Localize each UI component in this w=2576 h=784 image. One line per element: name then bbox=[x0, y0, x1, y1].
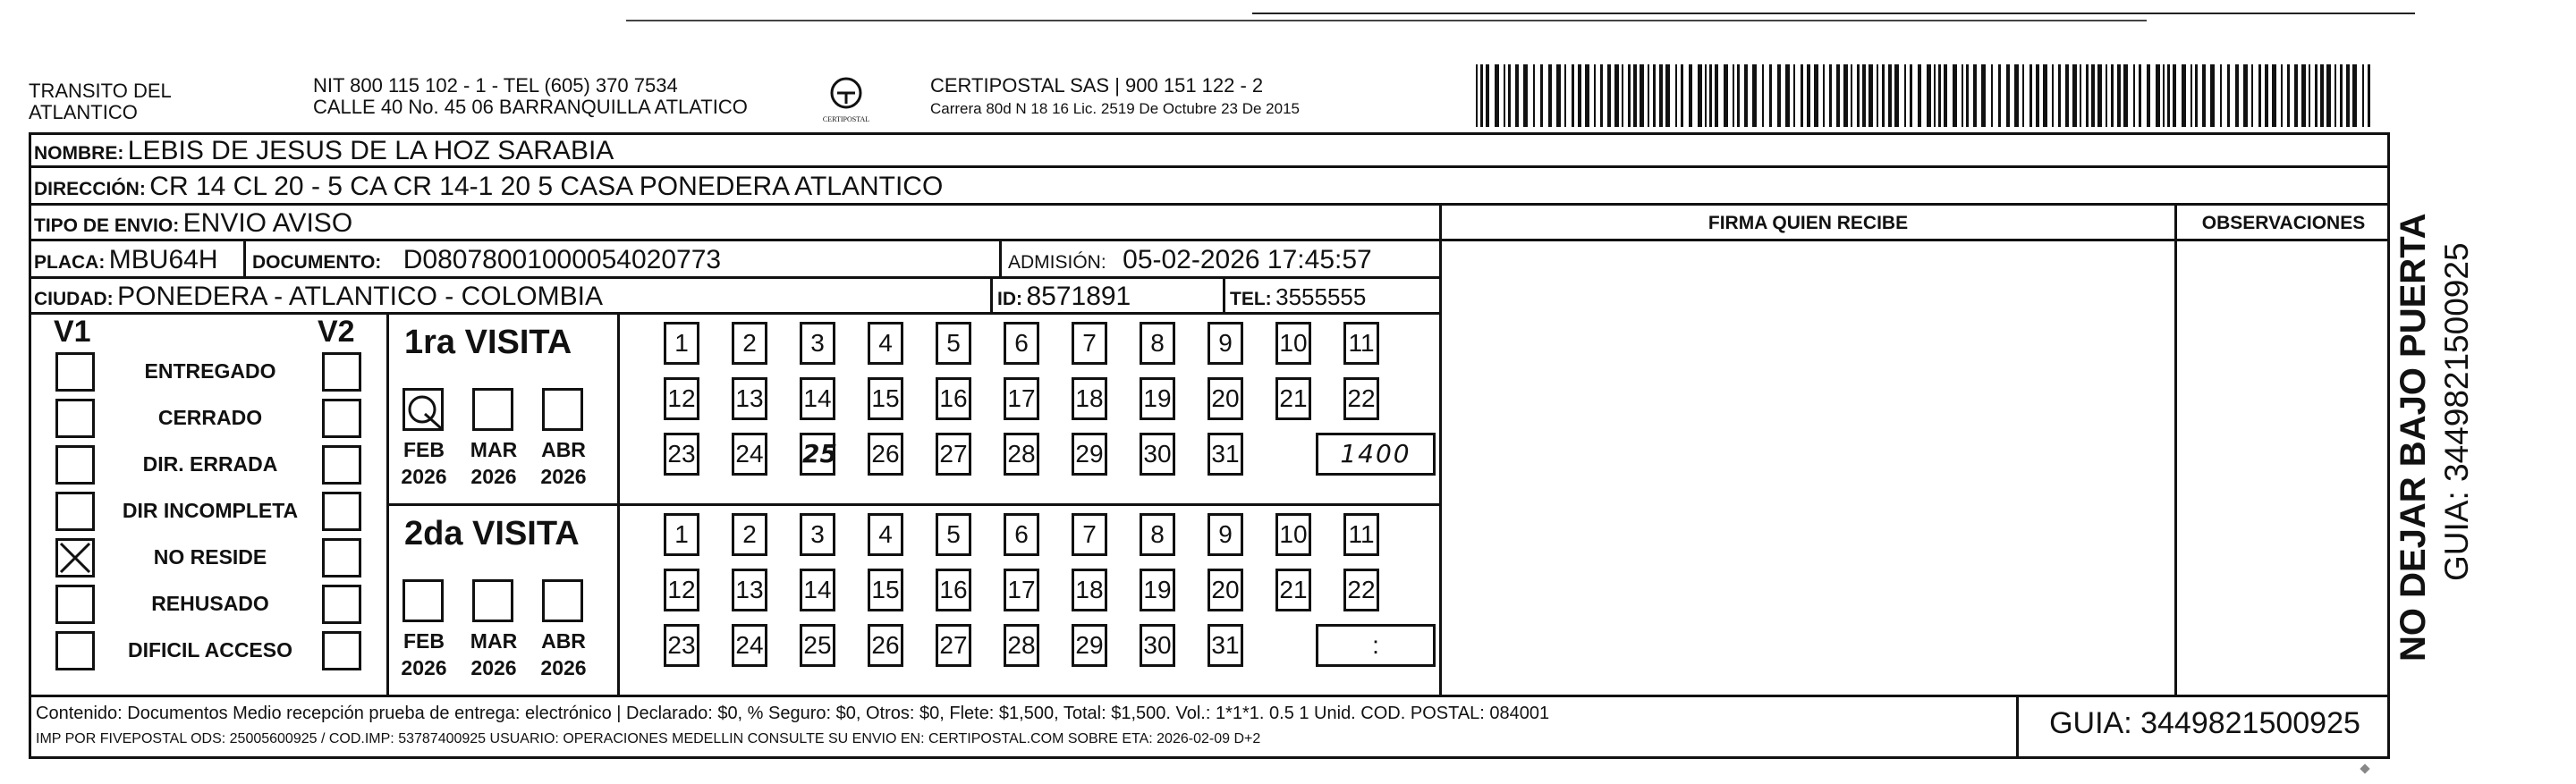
v1-checkbox[interactable] bbox=[55, 585, 95, 624]
issuer-info bbox=[313, 75, 748, 118]
v2-checkbox[interactable] bbox=[322, 492, 361, 531]
month-label: MAR 2026 bbox=[470, 438, 518, 488]
day-box[interactable]: 5 bbox=[936, 322, 971, 365]
day-box[interactable]: 31 bbox=[1208, 624, 1243, 667]
day-box[interactable]: 20 bbox=[1208, 377, 1243, 420]
day-box[interactable]: 3 bbox=[800, 322, 835, 365]
month-checkbox[interactable] bbox=[402, 579, 444, 622]
firma-header: FIRMA QUIEN RECIBE bbox=[1707, 213, 1909, 233]
certipostal-logo: CERTIPOSTAL bbox=[812, 75, 880, 123]
day-box[interactable]: 6 bbox=[1004, 513, 1039, 556]
v1-label: V1 bbox=[54, 315, 91, 349]
shipment-type: ENVIO AVISO bbox=[182, 208, 353, 238]
phone: 3555555 bbox=[1275, 283, 1367, 310]
v1-checkbox[interactable] bbox=[55, 492, 95, 531]
day-box[interactable]: 8 bbox=[1140, 513, 1175, 556]
day-box[interactable]: 28 bbox=[1004, 624, 1039, 667]
day-box[interactable]: 11 bbox=[1343, 322, 1379, 365]
day-box[interactable]: 10 bbox=[1275, 322, 1311, 365]
recipient-address: CR 14 CL 20 - 5 CA CR 14-1 20 5 CASA PONEDERA ATLANTICO bbox=[149, 172, 944, 201]
status-option-label: DIR. ERRADA bbox=[142, 452, 278, 476]
month-label: ABR 2026 bbox=[540, 438, 587, 488]
firma-divider bbox=[1439, 206, 1442, 697]
recipient-id: 8571891 bbox=[1026, 282, 1131, 311]
time-box[interactable]: 1400 bbox=[1316, 433, 1436, 476]
month-label: FEB 2026 bbox=[401, 438, 447, 488]
day-box[interactable]: 16 bbox=[936, 377, 971, 420]
day-box[interactable]: 18 bbox=[1072, 377, 1107, 420]
day-box[interactable]: 15 bbox=[868, 569, 903, 611]
day-box[interactable]: 1 bbox=[664, 322, 699, 365]
day-box[interactable]: 11 bbox=[1343, 513, 1379, 556]
status-option-label: REHUSADO bbox=[151, 592, 269, 615]
carrier-line: CERTIPOSTAL SAS | 900 151 122 - 2 bbox=[930, 74, 1264, 97]
carrier-sub: Carrera 80d N 18 16 Lic. 2519 De Octubre 23 De 2015 bbox=[930, 100, 1300, 117]
day-box[interactable]: 22 bbox=[1343, 569, 1379, 611]
day-box[interactable]: 22 bbox=[1343, 377, 1379, 420]
month-checkbox[interactable] bbox=[472, 579, 513, 622]
status-option-label: NO RESIDE bbox=[153, 545, 267, 569]
day-box[interactable]: 29 bbox=[1072, 433, 1107, 476]
day-box[interactable]: 19 bbox=[1140, 569, 1175, 611]
day-box[interactable]: 9 bbox=[1208, 513, 1243, 556]
top-rule bbox=[1252, 13, 2415, 14]
day-box[interactable]: 21 bbox=[1275, 569, 1311, 611]
day-box[interactable]: 17 bbox=[1004, 569, 1039, 611]
v1-checkbox[interactable] bbox=[55, 352, 95, 392]
day-box[interactable]: 27 bbox=[936, 433, 971, 476]
day-box[interactable]: 13 bbox=[732, 377, 767, 420]
v1-checkbox[interactable] bbox=[55, 399, 95, 438]
day-box[interactable]: 4 bbox=[868, 322, 903, 365]
row-direccion: DIRECCIÓN: CR 14 CL 20 - 5 CA CR 14-1 20 5 CASA PONEDERA ATLANTICO bbox=[29, 168, 2390, 206]
visit-title: 1ra VISITA bbox=[404, 324, 572, 361]
day-box[interactable]: 17 bbox=[1004, 377, 1039, 420]
top-rule-2 bbox=[626, 20, 2147, 21]
side-guia: GUIA: 3449821500925 bbox=[2438, 242, 2475, 581]
month-label: MAR 2026 bbox=[470, 629, 518, 679]
address-line: CALLE 40 No. 45 06 BARRANQUILLA ATLATICO bbox=[313, 96, 748, 118]
day-box[interactable]: 1 bbox=[664, 513, 699, 556]
v2-checkbox[interactable] bbox=[322, 399, 361, 438]
status-option-label: CERRADO bbox=[157, 406, 263, 429]
day-box[interactable]: 4 bbox=[868, 513, 903, 556]
visit-title: 2da VISITA bbox=[404, 515, 580, 552]
v2-checkbox[interactable] bbox=[322, 631, 361, 670]
day-box[interactable]: 28 bbox=[1004, 433, 1039, 476]
day-box[interactable]: 8 bbox=[1140, 322, 1175, 365]
month-checkbox[interactable] bbox=[542, 388, 583, 431]
nit-line: NIT 800 115 102 - 1 - TEL (605) 370 7534 bbox=[313, 74, 678, 97]
month-label: ABR 2026 bbox=[540, 629, 587, 679]
row-nombre: NOMBRE: LEBIS DE JESUS DE LA HOZ SARABIA bbox=[29, 132, 2390, 168]
day-box[interactable]: 6 bbox=[1004, 322, 1039, 365]
status-option-label: DIR INCOMPLETA bbox=[122, 499, 299, 522]
month-checkbox[interactable] bbox=[542, 579, 583, 622]
day-box[interactable]: 15 bbox=[868, 377, 903, 420]
org-name: TRANSITO DEL ATLANTICO bbox=[29, 80, 172, 123]
city: PONEDERA - ATLANTICO - COLOMBIA bbox=[117, 282, 603, 311]
v1-checkbox[interactable] bbox=[55, 538, 95, 577]
check-mark-icon bbox=[405, 391, 443, 430]
plate: MBU64H bbox=[108, 245, 218, 274]
v2-label: V2 bbox=[318, 315, 355, 349]
v1-checkbox[interactable] bbox=[55, 445, 95, 485]
corner-mark bbox=[2360, 763, 2369, 773]
day-box[interactable]: 10 bbox=[1275, 513, 1311, 556]
day-box[interactable]: 30 bbox=[1140, 433, 1175, 476]
observaciones-header: OBSERVACIONES bbox=[2201, 213, 2366, 233]
time-box[interactable]: : bbox=[1316, 624, 1436, 667]
day-box[interactable]: 19 bbox=[1140, 377, 1175, 420]
day-box[interactable]: 27 bbox=[936, 624, 971, 667]
day-box[interactable]: 14 bbox=[800, 377, 835, 420]
obs-divider bbox=[2174, 206, 2177, 697]
month-checkbox[interactable] bbox=[402, 388, 444, 431]
status-option-label: ENTREGADO bbox=[144, 359, 276, 383]
day-box[interactable]: 25 bbox=[800, 433, 835, 476]
month-label: FEB 2026 bbox=[401, 629, 447, 679]
day-box[interactable]: 24 bbox=[732, 433, 767, 476]
row-ciudad: CIUDAD: PONEDERA - ATLANTICO - COLOMBIA ID: 8571891 TEL: 3555555 bbox=[29, 279, 1442, 315]
day-box[interactable]: 13 bbox=[732, 569, 767, 611]
day-box[interactable]: 5 bbox=[936, 513, 971, 556]
day-box[interactable]: 7 bbox=[1072, 513, 1107, 556]
day-box[interactable]: 2 bbox=[732, 513, 767, 556]
day-box[interactable]: 26 bbox=[868, 433, 903, 476]
footer-contenido: Contenido: Documentos Medio recepción prueba de entrega: electrónico | Declarado: $0, % Seguro: $0, Otros: $0, Flete: $1,500, Total: $1,500. Vol.: 1*1*1. 0.5 1 Unid. COD. POSTAL: 084001 bbox=[36, 704, 1550, 723]
day-box[interactable]: 2 bbox=[732, 322, 767, 365]
footer-guia: GUIA: 3449821500925 bbox=[2049, 706, 2360, 740]
barcode bbox=[1476, 64, 2379, 127]
logo-icon bbox=[828, 75, 864, 111]
day-box[interactable]: 7 bbox=[1072, 322, 1107, 365]
v2-checkbox[interactable] bbox=[322, 585, 361, 624]
row-tipo: TIPO DE ENVIO: ENVIO AVISO bbox=[29, 206, 1442, 241]
v2-checkbox[interactable] bbox=[322, 445, 361, 485]
day-box[interactable]: 12 bbox=[664, 377, 699, 420]
v2-checkbox[interactable] bbox=[322, 352, 361, 392]
footer-imp: IMP POR FIVEPOSTAL ODS: 25005600925 / COD.IMP: 53787400925 USUARIO: OPERACIONES MEDELLIN CONSULTE SU ENVIO EN: CERTIPOSTAL.COM SOBRE ETA: 2026-02-09 D+2 bbox=[36, 731, 1261, 746]
day-box[interactable]: 21 bbox=[1275, 377, 1311, 420]
day-box[interactable]: 25 bbox=[800, 624, 835, 667]
day-box[interactable]: 9 bbox=[1208, 322, 1243, 365]
month-checkbox[interactable] bbox=[472, 388, 513, 431]
day-box[interactable]: 3 bbox=[800, 513, 835, 556]
x-mark-icon bbox=[58, 541, 92, 575]
day-box[interactable]: 20 bbox=[1208, 569, 1243, 611]
day-box[interactable]: 29 bbox=[1072, 624, 1107, 667]
v1-checkbox[interactable] bbox=[55, 631, 95, 670]
day-box[interactable]: 26 bbox=[868, 624, 903, 667]
recipient-name: LEBIS DE JESUS DE LA HOZ SARABIA bbox=[127, 136, 614, 165]
v2-checkbox[interactable] bbox=[322, 538, 361, 577]
day-box[interactable]: 16 bbox=[936, 569, 971, 611]
day-box[interactable]: 14 bbox=[800, 569, 835, 611]
row-placa: PLACA: MBU64H DOCUMENTO: D08078001000054020773 ADMISIÓN: 05-02-2026 17:45:57 bbox=[29, 241, 1442, 279]
day-box[interactable]: 24 bbox=[732, 624, 767, 667]
document-number: D08078001000054020773 bbox=[402, 245, 722, 274]
day-box[interactable]: 23 bbox=[664, 624, 699, 667]
admission-date: 05-02-2026 17:45:57 bbox=[1123, 245, 1372, 274]
carrier-info bbox=[930, 75, 1300, 118]
day-box[interactable]: 18 bbox=[1072, 569, 1107, 611]
side-warning: NO DEJAR BAJO PUERTA bbox=[2394, 213, 2433, 662]
day-box[interactable]: 12 bbox=[664, 569, 699, 611]
day-box[interactable]: 31 bbox=[1208, 433, 1243, 476]
day-box[interactable]: 30 bbox=[1140, 624, 1175, 667]
day-box[interactable]: 23 bbox=[664, 433, 699, 476]
status-option-label: DIFICIL ACCESO bbox=[127, 638, 292, 662]
